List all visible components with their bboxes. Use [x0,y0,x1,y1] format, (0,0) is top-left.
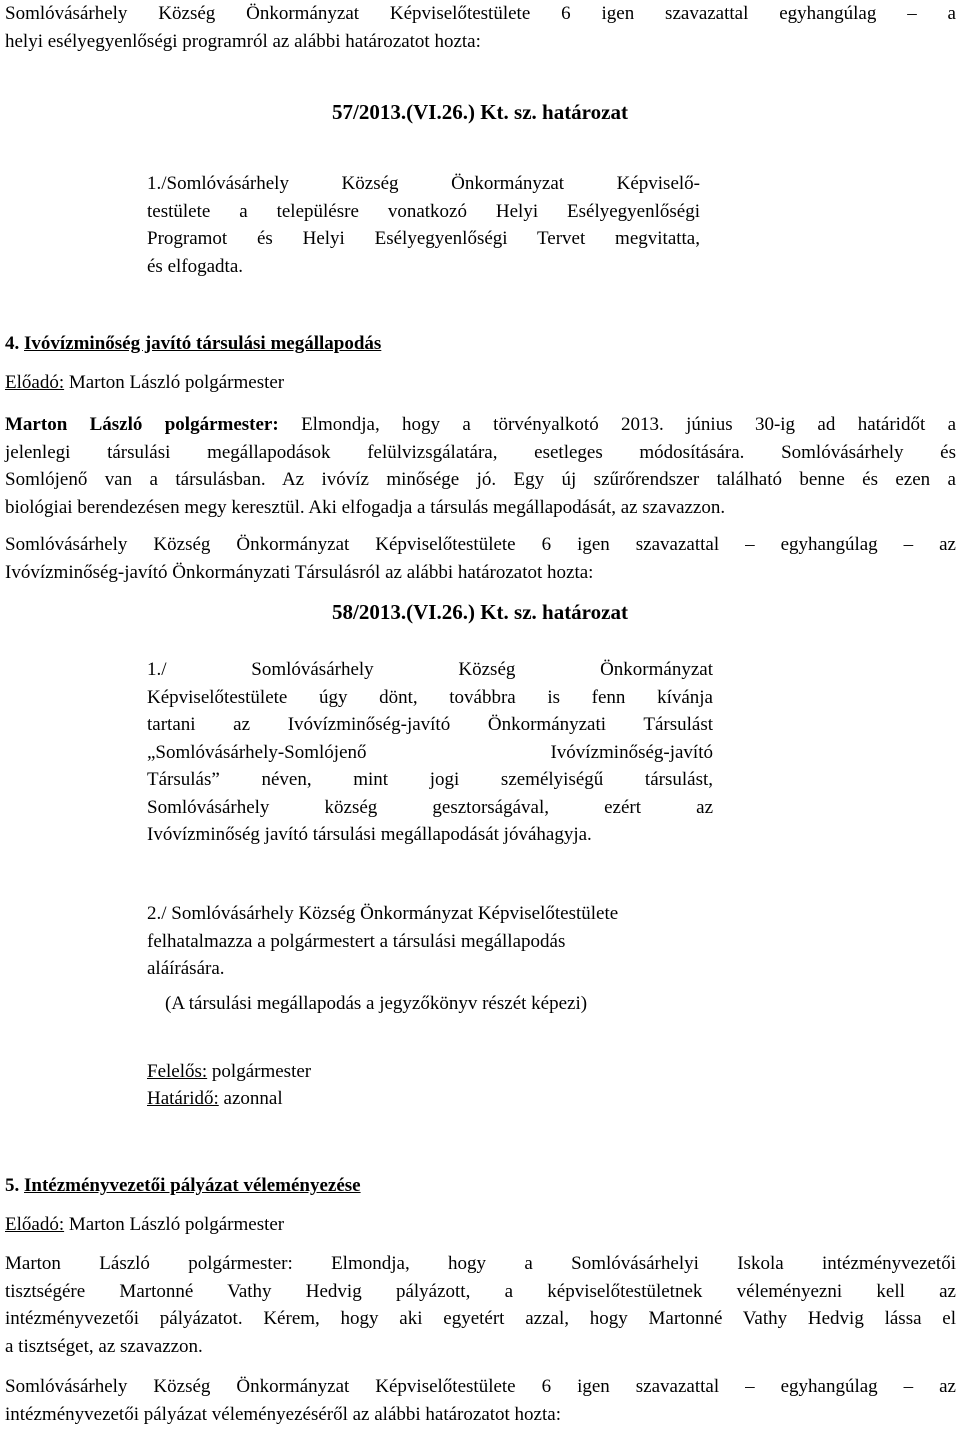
intro-paragraph [5,0,956,55]
speech-line: intézményvezetői pályázatot. Kérem, hogy aki egyetért azzal, hogy Martonné Vathy Hedvig lássa el [5,1308,956,1329]
resolution-line: Programot és Helyi Esélyegyenlőségi Tervet megvitatta, [147,228,700,249]
resolution-point-2 [147,900,767,983]
speech-line: Marton László polgármester: Elmondja, hogy a Somlóvásárhelyi Iskola intézményvezetői [5,1253,956,1274]
speech-line: a tisztséget, az szavazzon. [5,1335,203,1357]
resolution-line: 1./Somlóvásárhely Község Önkormányzat Képviselő- [147,173,700,194]
responsible-value: polgármester [211,1061,312,1082]
resolution-line: tartani az Ivóvízminőség-javító Önkormányzati Társulást [147,714,713,735]
presenter-line [5,369,284,397]
speech-paragraph [5,411,956,521]
resolution-number: 58/2013.(VI.26.) Kt. sz. határozat [332,600,628,624]
section-number: 5. [5,1175,20,1196]
resolution-line: Társulás” néven, mint jogi személyiségű társulást, [147,769,713,790]
resolution-line: Ivóvízminőség javító társulási megállapodását jóváhagyja. [147,824,592,845]
resolution-line: „Somlóvásárhely-Somlójenő Ivóvízminőség-javító [147,741,713,763]
resolution-line: és elfogadta. [147,255,244,277]
resolution-text [147,170,700,280]
vote-line: Somlóvásárhely Község Önkormányzat Képviselőtestülete 6 igen szavazattal – egyhangúlag – az [5,534,956,555]
presenter-line [5,1211,284,1239]
attachment-note: (A társulási megállapodás a jegyzőkönyv részét képezi) [165,993,588,1014]
section-number: 4. [5,333,20,354]
deadline-line [147,1085,283,1113]
vote-paragraph [5,1373,956,1428]
section-title: Ivóvízminőség javító társulási megállapodás [24,333,382,354]
resolution-line: Képviselőtestülete úgy dönt, továbbra is fenn kívánja [147,686,713,708]
resolution-point-1 [147,656,713,849]
intro-line: Somlóvásárhely Község Önkormányzat Képviselőtestülete 6 igen szavazattal egyhangúlag – a [5,3,956,24]
resolution-line: aláírására. [147,958,225,979]
speech-line: Somlójenő van a társulásban. Az ivóvíz minősége jó. Egy új szűrőrendszer található benne és ezen a [5,469,956,490]
responsible-line [147,1058,311,1086]
vote-line: Ivóvízminőség-javító Önkormányzati Társulásról az alábbi határozatot hozta: [5,561,594,583]
intro-line: helyi esélyegyenlőségi programról az alábbi határozatot hozta: [5,30,481,52]
resolution-line: 1./ Somlóvásárhely Község Önkormányzat [147,659,713,680]
speech-paragraph [5,1250,956,1360]
presenter-name: Marton László polgármester [68,372,285,393]
speech-line: biológiai berendezésen megy keresztül. Aki elfogadja a társulás megállapodását, az szavazzon. [5,496,726,518]
deadline-label: Határidő: [147,1088,219,1109]
deadline-value: azonnal [223,1088,283,1109]
speaker-name: Marton László polgármester: [5,414,279,435]
section-title: Intézményvezetői pályázat véleményezése [24,1175,361,1196]
resolution-line: Somlóvásárhely község gesztorságával, ezért az [147,796,713,818]
section-heading [5,330,381,358]
presenter-label: Előadó: [5,372,65,393]
vote-line: Somlóvásárhely Község Önkormányzat Képviselőtestülete 6 igen szavazattal – egyhangúlag – az [5,1376,956,1397]
vote-line: intézményvezetői pályázat véleményezéséről az alábbi határozatot hozta: [5,1403,561,1425]
speech-line: Marton László polgármester: Elmondja, hogy a törvényalkotó 2013. június 30-ig ad határidőt a [5,414,957,435]
section-heading [5,1172,361,1200]
vote-paragraph [5,531,956,586]
presenter-name: Marton László polgármester [68,1214,285,1235]
responsible-label: Felelős: [147,1061,208,1082]
resolution-line: testülete a településre vonatkozó Helyi Esélyegyenlőségi [147,200,700,222]
resolution-line: 2./ Somlóvásárhely Község Önkormányzat Képviselőtestülete [147,903,619,924]
resolution-number: 57/2013.(VI.26.) Kt. sz. határozat [332,100,628,124]
speech-line: jelenlegi társulási megállapodások felülvizsgálatára, esetleges módosítására. Somlóvásárhely és [5,441,956,463]
speech-line: tisztségére Martonné Vathy Hedvig pályázott, a képviselőtestületnek véleményezni kell az [5,1280,956,1302]
resolution-line: felhatalmazza a polgármestert a társulási megállapodás [147,930,566,952]
presenter-label: Előadó: [5,1214,65,1235]
